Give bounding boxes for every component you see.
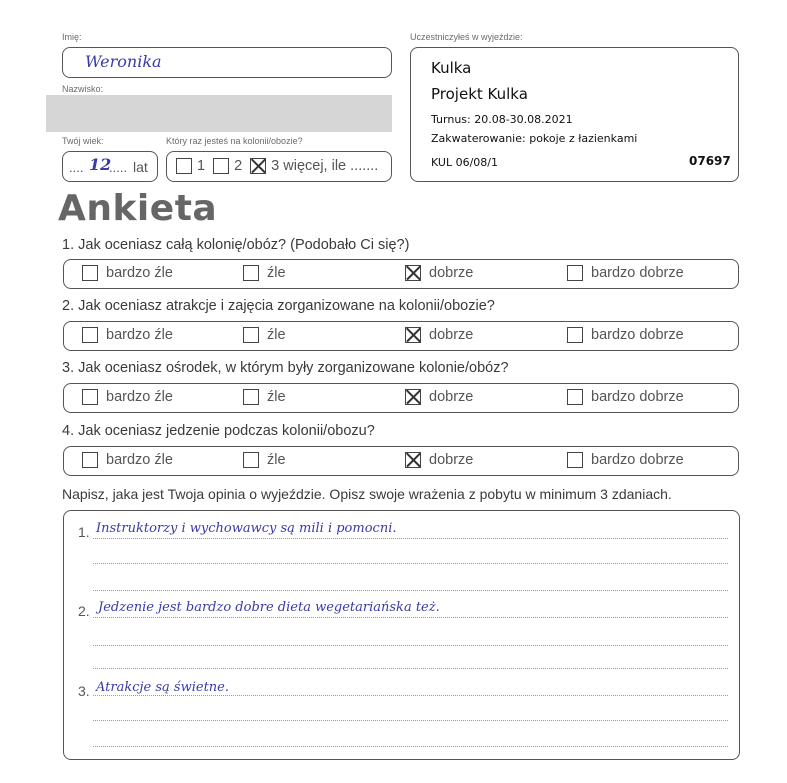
question-3-answers — [63, 383, 739, 413]
question-1-answers — [63, 259, 739, 289]
q3-option-label: źle — [267, 389, 286, 405]
name-label: Imię: — [62, 32, 82, 42]
times-field — [166, 151, 392, 182]
answer-3-number: 3. — [78, 683, 90, 699]
q4-option-label: bardzo dobrze — [591, 452, 684, 468]
times-checkbox-2[interactable] — [213, 158, 229, 174]
trip-project: Projekt Kulka — [431, 85, 528, 103]
q2-checkbox-bardzo-zle[interactable] — [82, 327, 98, 343]
q3-checkbox-dobrze-checked[interactable] — [405, 389, 421, 405]
question-3 — [62, 360, 509, 376]
q2-option-label: bardzo źle — [106, 327, 173, 343]
age-label: Twój wiek: — [62, 136, 104, 146]
age-unit: lat — [133, 159, 148, 175]
writing-line — [93, 746, 728, 747]
q1-checkbox-dobrze-checked[interactable] — [405, 265, 421, 281]
age-dots-left: .... — [69, 160, 84, 175]
times-option-3-label: 3 więcej, ile ....... — [271, 158, 379, 174]
q2-checkbox-bardzo-dobrze[interactable] — [567, 327, 583, 343]
q2-option-label: bardzo dobrze — [591, 327, 684, 343]
q3-option-label: bardzo źle — [106, 389, 173, 405]
answer-3-text: Atrakcje są świetne. — [96, 680, 229, 695]
question-1-text: Jak oceniasz całą kolonię/obóz? (Podobało Ci się?) — [78, 237, 410, 253]
trip-accommodation: Zakwaterowanie: pokoje z łazienkami — [431, 132, 638, 145]
q1-option-label: bardzo źle — [106, 265, 173, 281]
q1-option-label: dobrze — [429, 265, 474, 281]
trip-info-box — [410, 47, 739, 182]
q1-checkbox-zle[interactable] — [243, 265, 259, 281]
trip-turnus: Turnus: 20.08-30.08.2021 — [431, 113, 573, 126]
answer-2-text: Jedzenie jest bardzo dobre dieta wegetariańska też. — [98, 600, 440, 615]
writing-line — [93, 563, 728, 564]
q3-option-label: dobrze — [429, 389, 474, 405]
question-1 — [62, 237, 409, 253]
survey-title: Ankieta — [58, 188, 218, 229]
q2-checkbox-dobrze-checked[interactable] — [405, 327, 421, 343]
times-label: Który raz jesteś na kolonii/obozie? — [166, 136, 303, 146]
trip-code: KUL 06/08/1 — [431, 156, 498, 169]
name-value: Weronika — [85, 52, 162, 71]
times-option-1-label: 1 — [197, 158, 206, 174]
q4-checkbox-dobrze-checked[interactable] — [405, 452, 421, 468]
question-4 — [62, 423, 375, 439]
q4-checkbox-bardzo-dobrze[interactable] — [567, 452, 583, 468]
surname-label: Nazwisko: — [62, 84, 104, 94]
q1-option-label: źle — [267, 265, 286, 281]
q4-option-label: bardzo źle — [106, 452, 173, 468]
q4-checkbox-zle[interactable] — [243, 452, 259, 468]
opinion-textarea[interactable] — [63, 510, 740, 760]
question-4-answers — [63, 446, 739, 476]
age-value: 12 — [89, 155, 112, 174]
times-checkbox-1[interactable] — [176, 158, 192, 174]
opinion-prompt: Napisz, jaka jest Twoja opinia o wyjeździe. Opisz swoje wrażenia z pobytu w minimum 3 zdaniach. — [62, 486, 672, 502]
question-2 — [62, 298, 495, 314]
writing-line — [93, 538, 728, 539]
answer-1-text: Instruktorzy i wychowawcy są mili i pomocni. — [96, 521, 397, 536]
q1-option-label: bardzo dobrze — [591, 265, 684, 281]
q1-checkbox-bardzo-dobrze[interactable] — [567, 265, 583, 281]
q1-checkbox-bardzo-zle[interactable] — [82, 265, 98, 281]
q4-checkbox-bardzo-zle[interactable] — [82, 452, 98, 468]
question-4-number: 4. — [62, 423, 75, 439]
age-field[interactable] — [62, 151, 158, 182]
question-2-number: 2. — [62, 298, 75, 314]
question-2-answers — [63, 321, 739, 351]
q3-checkbox-zle[interactable] — [243, 389, 259, 405]
writing-line — [93, 695, 728, 696]
answer-2-number: 2. — [78, 603, 90, 619]
q3-checkbox-bardzo-zle[interactable] — [82, 389, 98, 405]
writing-line — [93, 617, 728, 618]
age-dots-right: ..... — [109, 160, 128, 175]
trip-name: Kulka — [431, 59, 472, 77]
question-2-text: Jak oceniasz atrakcje i zajęcia zorganizowane na kolonii/obozie? — [78, 298, 495, 314]
q4-option-label: źle — [267, 452, 286, 468]
answer-1-number: 1. — [78, 524, 90, 540]
writing-line — [93, 720, 728, 721]
q3-checkbox-bardzo-dobrze[interactable] — [567, 389, 583, 405]
times-option-2-label: 2 — [234, 158, 243, 174]
question-4-text: Jak oceniasz jedzenie podczas kolonii/obozu? — [78, 423, 375, 439]
q2-checkbox-zle[interactable] — [243, 327, 259, 343]
writing-line — [93, 668, 728, 669]
q4-option-label: dobrze — [429, 452, 474, 468]
times-checkbox-3-checked[interactable] — [250, 158, 266, 174]
question-3-text: Jak oceniasz ośrodek, w którym były zorganizowane kolonie/obóz? — [78, 360, 509, 376]
participant-label: Uczestniczyłeś w wyjeździe: — [410, 32, 523, 42]
question-1-number: 1. — [62, 237, 75, 253]
writing-line — [93, 590, 728, 591]
q2-option-label: dobrze — [429, 327, 474, 343]
writing-line — [93, 645, 728, 646]
trip-number: 07697 — [689, 154, 731, 168]
name-field[interactable] — [62, 47, 392, 78]
question-3-number: 3. — [62, 360, 75, 376]
q2-option-label: źle — [267, 327, 286, 343]
q3-option-label: bardzo dobrze — [591, 389, 684, 405]
surname-redacted-field — [46, 95, 392, 132]
